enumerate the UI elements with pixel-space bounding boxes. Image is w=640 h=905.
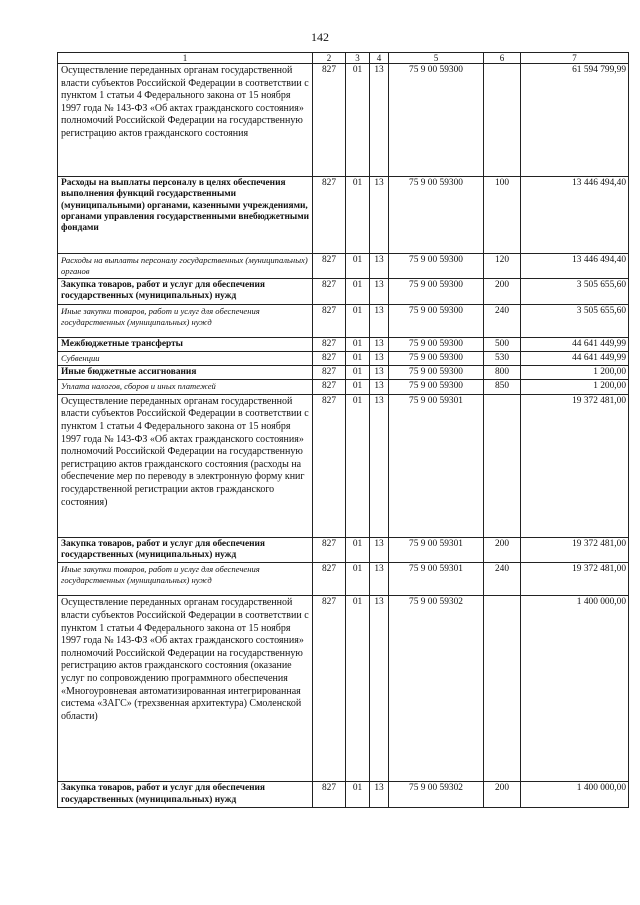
table-row xyxy=(58,337,629,351)
cell-subsection: 13 xyxy=(370,366,389,380)
cell-target-article: 75 9 00 59300 xyxy=(389,64,484,177)
table-row xyxy=(58,304,629,337)
row-description: Уплата налогов, сборов и иных платежей xyxy=(58,380,313,394)
cell-amount: 61 594 799,99 xyxy=(521,64,629,177)
cell-target-article: 75 9 00 59300 xyxy=(389,177,484,254)
cell-subsection: 13 xyxy=(370,563,389,596)
table-row xyxy=(58,254,629,279)
table-row xyxy=(58,782,629,808)
cell-section: 01 xyxy=(346,304,370,337)
table-row xyxy=(58,279,629,305)
cell-expense-type xyxy=(484,64,521,177)
cell-subsection: 13 xyxy=(370,351,389,365)
cell-section: 01 xyxy=(346,351,370,365)
cell-target-article: 75 9 00 59300 xyxy=(389,304,484,337)
cell-target-article: 75 9 00 59300 xyxy=(389,351,484,365)
cell-amount: 19 372 481,00 xyxy=(521,537,629,563)
row-description: Субвенции xyxy=(58,351,313,365)
cell-section: 01 xyxy=(346,596,370,782)
row-description: Расходы на выплаты персоналу государственных (муниципальных) органов xyxy=(58,254,313,279)
cell-ministry-code: 827 xyxy=(313,351,346,365)
header-cell: 5 xyxy=(389,53,484,64)
cell-subsection: 13 xyxy=(370,64,389,177)
cell-subsection: 13 xyxy=(370,279,389,305)
cell-target-article: 75 9 00 59300 xyxy=(389,366,484,380)
cell-section: 01 xyxy=(346,279,370,305)
cell-amount: 1 400 000,00 xyxy=(521,782,629,808)
row-description: Закупка товаров, работ и услуг для обеспечения государственных (муниципальных) нужд xyxy=(58,782,313,808)
page-number: 142 xyxy=(311,30,329,44)
cell-amount: 44 641 449,99 xyxy=(521,351,629,365)
cell-expense-type: 200 xyxy=(484,537,521,563)
row-description: Закупка товаров, работ и услуг для обеспечения государственных (муниципальных) нужд xyxy=(58,537,313,563)
header-cell: 7 xyxy=(521,53,629,64)
cell-ministry-code: 827 xyxy=(313,64,346,177)
cell-expense-type: 530 xyxy=(484,351,521,365)
cell-section: 01 xyxy=(346,64,370,177)
cell-target-article: 75 9 00 59301 xyxy=(389,537,484,563)
cell-subsection: 13 xyxy=(370,337,389,351)
cell-ministry-code: 827 xyxy=(313,366,346,380)
table-row xyxy=(58,366,629,380)
cell-amount: 3 505 655,60 xyxy=(521,279,629,305)
cell-subsection: 13 xyxy=(370,394,389,537)
cell-target-article: 75 9 00 59300 xyxy=(389,279,484,305)
cell-subsection: 13 xyxy=(370,596,389,782)
cell-subsection: 13 xyxy=(370,254,389,279)
cell-amount: 1 200,00 xyxy=(521,380,629,394)
cell-subsection: 13 xyxy=(370,537,389,563)
cell-expense-type: 200 xyxy=(484,279,521,305)
cell-amount: 1 400 000,00 xyxy=(521,596,629,782)
cell-ministry-code: 827 xyxy=(313,380,346,394)
cell-target-article: 75 9 00 59300 xyxy=(389,254,484,279)
cell-section: 01 xyxy=(346,782,370,808)
cell-amount: 13 446 494,40 xyxy=(521,177,629,254)
cell-expense-type xyxy=(484,596,521,782)
cell-section: 01 xyxy=(346,394,370,537)
cell-ministry-code: 827 xyxy=(313,782,346,808)
cell-amount: 13 446 494,40 xyxy=(521,254,629,279)
row-description: Расходы на выплаты персоналу в целях обеспечения выполнения функций государственными (муниципальными) органами, казенными учреждениями, органами управления государственными внебюджетными фондами xyxy=(58,177,313,254)
cell-section: 01 xyxy=(346,254,370,279)
cell-amount: 19 372 481,00 xyxy=(521,394,629,537)
cell-subsection: 13 xyxy=(370,782,389,808)
cell-ministry-code: 827 xyxy=(313,304,346,337)
cell-section: 01 xyxy=(346,337,370,351)
cell-subsection: 13 xyxy=(370,177,389,254)
cell-target-article: 75 9 00 59302 xyxy=(389,596,484,782)
row-description: Межбюджетные трансферты xyxy=(58,337,313,351)
cell-ministry-code: 827 xyxy=(313,596,346,782)
cell-section: 01 xyxy=(346,366,370,380)
header-cell: 1 xyxy=(58,53,313,64)
table-row xyxy=(58,351,629,365)
cell-expense-type: 500 xyxy=(484,337,521,351)
cell-ministry-code: 827 xyxy=(313,563,346,596)
cell-amount: 3 505 655,60 xyxy=(521,304,629,337)
cell-amount: 19 372 481,00 xyxy=(521,563,629,596)
cell-subsection: 13 xyxy=(370,380,389,394)
row-description: Осуществление переданных органам государственной власти субъектов Российской Федерации в соответствии с пунктом 1 статьи 4 Федерального закона от 15 ноября 1997 года № 143-ФЗ «Об актах гражданского состояния» полномочий Российской Федерации на государственную регистрацию актов гражданского состояния (расходы на обеспечение мер по переводу в электронную форму книг государственной регистрации актов гражданского состояния) xyxy=(58,394,313,537)
header-cell: 6 xyxy=(484,53,521,64)
cell-amount: 44 641 449,99 xyxy=(521,337,629,351)
cell-ministry-code: 827 xyxy=(313,254,346,279)
row-description: Иные бюджетные ассигнования xyxy=(58,366,313,380)
cell-section: 01 xyxy=(346,177,370,254)
cell-target-article: 75 9 00 59301 xyxy=(389,563,484,596)
header-cell: 2 xyxy=(313,53,346,64)
cell-target-article: 75 9 00 59302 xyxy=(389,782,484,808)
cell-subsection: 13 xyxy=(370,304,389,337)
cell-ministry-code: 827 xyxy=(313,337,346,351)
table-row xyxy=(58,563,629,596)
table-row xyxy=(58,537,629,563)
table-row xyxy=(58,394,629,537)
cell-section: 01 xyxy=(346,563,370,596)
budget-table xyxy=(57,52,629,808)
table-row xyxy=(58,596,629,782)
header-cell: 4 xyxy=(370,53,389,64)
table-row xyxy=(58,64,629,177)
header-cell: 3 xyxy=(346,53,370,64)
cell-expense-type: 240 xyxy=(484,304,521,337)
cell-expense-type: 800 xyxy=(484,366,521,380)
table-row xyxy=(58,177,629,254)
row-description: Иные закупки товаров, работ и услуг для обеспечения государственных (муниципальных) нужд xyxy=(58,304,313,337)
cell-expense-type: 100 xyxy=(484,177,521,254)
row-description: Осуществление переданных органам государственной власти субъектов Российской Федерации в соответствии с пунктом 1 статьи 4 Федерального закона от 15 ноября 1997 года № 143-ФЗ «Об актах гражданского состояния» полномочий Российской Федерации на государственную регистрацию актов гражданского состояния xyxy=(58,64,313,177)
cell-amount: 1 200,00 xyxy=(521,366,629,380)
cell-target-article: 75 9 00 59300 xyxy=(389,337,484,351)
table-row xyxy=(58,380,629,394)
cell-expense-type: 200 xyxy=(484,782,521,808)
cell-expense-type: 120 xyxy=(484,254,521,279)
cell-ministry-code: 827 xyxy=(313,177,346,254)
cell-section: 01 xyxy=(346,537,370,563)
cell-section: 01 xyxy=(346,380,370,394)
cell-ministry-code: 827 xyxy=(313,279,346,305)
cell-expense-type: 240 xyxy=(484,563,521,596)
cell-ministry-code: 827 xyxy=(313,394,346,537)
cell-expense-type: 850 xyxy=(484,380,521,394)
cell-target-article: 75 9 00 59300 xyxy=(389,380,484,394)
cell-target-article: 75 9 00 59301 xyxy=(389,394,484,537)
row-description: Закупка товаров, работ и услуг для обеспечения государственных (муниципальных) нужд xyxy=(58,279,313,305)
header-row xyxy=(58,53,629,64)
row-description: Иные закупки товаров, работ и услуг для обеспечения государственных (муниципальных) нужд xyxy=(58,563,313,596)
cell-ministry-code: 827 xyxy=(313,537,346,563)
row-description: Осуществление переданных органам государственной власти субъектов Российской Федерации в соответствии с пунктом 1 статьи 4 Федерального закона от 15 ноября 1997 года № 143-ФЗ «Об актах гражданского состояния» полномочий Российской Федерации на государственную регистрацию актов гражданского состояния (оказание услуг по сопровождению программного обеспечения «Многоуровневая автоматизированная интегрированная система «ЗАГС» (трехзвенная архитектура) Смоленской области) xyxy=(58,596,313,782)
cell-expense-type xyxy=(484,394,521,537)
